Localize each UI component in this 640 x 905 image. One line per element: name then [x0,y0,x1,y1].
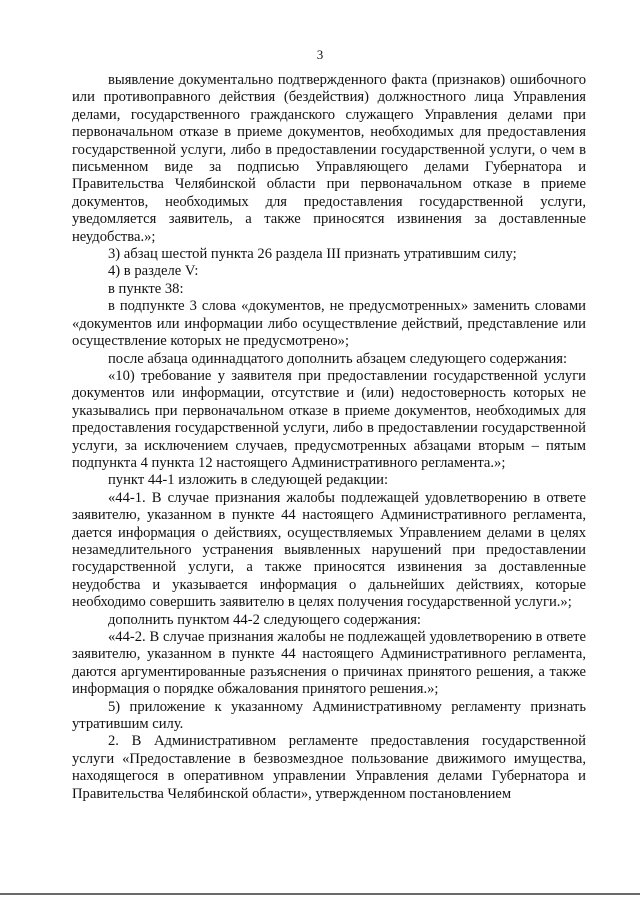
scan-edge-line [0,893,640,895]
page-number: 3 [316,47,324,62]
paragraph: «44-2. В случае признания жалобы не подлежащей удовлетворению в ответе заявителю, указанном в пункте 44 настоящего Административного регламента, даются аргументированные разъяснения о причинах принятого решения, а также информация о порядке обжалования принятого решения.»; [72,629,586,698]
paragraph: «10) требование у заявителя при предоставлении государственной услуги документов или информации, отсутствие и (или) недостоверность которых не указывались при первоначальном отказе в приеме документов, необходимых для предоставления государственной услуги, либо в предоставлении государственной услуги, за исключением случаев, предусмотренных абзацами вторым – пятым подпункта 4 пункта 12 настоящего Административного регламента.»; [72,367,586,471]
paragraph: выявление документально подтвержденного факта (признаков) ошибочного или противоправного действия (бездействия) должностного лица Управления делами, государственного гражданского служащего Управления делами при первоначальном отказе в приеме документов, необходимых для предоставления государственной услуги, либо в предоставлении государственной услуги, о чем в письменном виде за подписью Управляющего делами Губернатора и Правительства Челябинской области при первоначальном отказе в приеме документов, необходимых для предоставления государственной услуги, уведомляется заявитель, а также приносятся извинения за доставленные неудобства.»; [72,72,586,245]
paragraph: пункт 44-1 изложить в следующей редакции: [108,472,389,489]
paragraph: 4) в разделе V: [108,263,199,280]
paragraph: 3) абзац шестой пункта 26 раздела III признать утратившим силу; [108,246,517,263]
paragraph: дополнить пунктом 44-2 следующего содержания: [108,611,421,628]
paragraph: после абзаца одиннадцатого дополнить абзацем следующего содержания: [108,350,568,367]
paragraph: 5) приложение к указанному Административному регламенту признать утратившим силу. [72,698,586,733]
paragraph: в пункте 38: [108,280,184,297]
document-body [72,72,586,803]
paragraph: в подпункте 3 слова «документов, не предусмотренных» заменить словами «документов или информации либо осуществление действий, представление или осуществление которых не предусмотрено»; [72,298,586,350]
paragraph: 2. В Административном регламенте предоставления государственной услуги «Предоставление в безвозмездное пользование движимого имущества, находящегося в оперативном управлении Управления делами Губернатора и Правительства Челябинской области», утвержденном постановлением [72,733,586,802]
paragraph: «44-1. В случае признания жалобы подлежащей удовлетворению в ответе заявителю, указанном в пункте 44 настоящего Административного регламента, дается информация о действиях, осуществляемых Управлением делами в целях незамедлительного устранения выявленных нарушений при предоставлении государственной услуги, а также приносятся извинения за доставленные неудобства и указывается информация о дальнейших действиях, которые необходимо совершить заявителю в целях получения государственной услуги.»; [72,489,586,611]
